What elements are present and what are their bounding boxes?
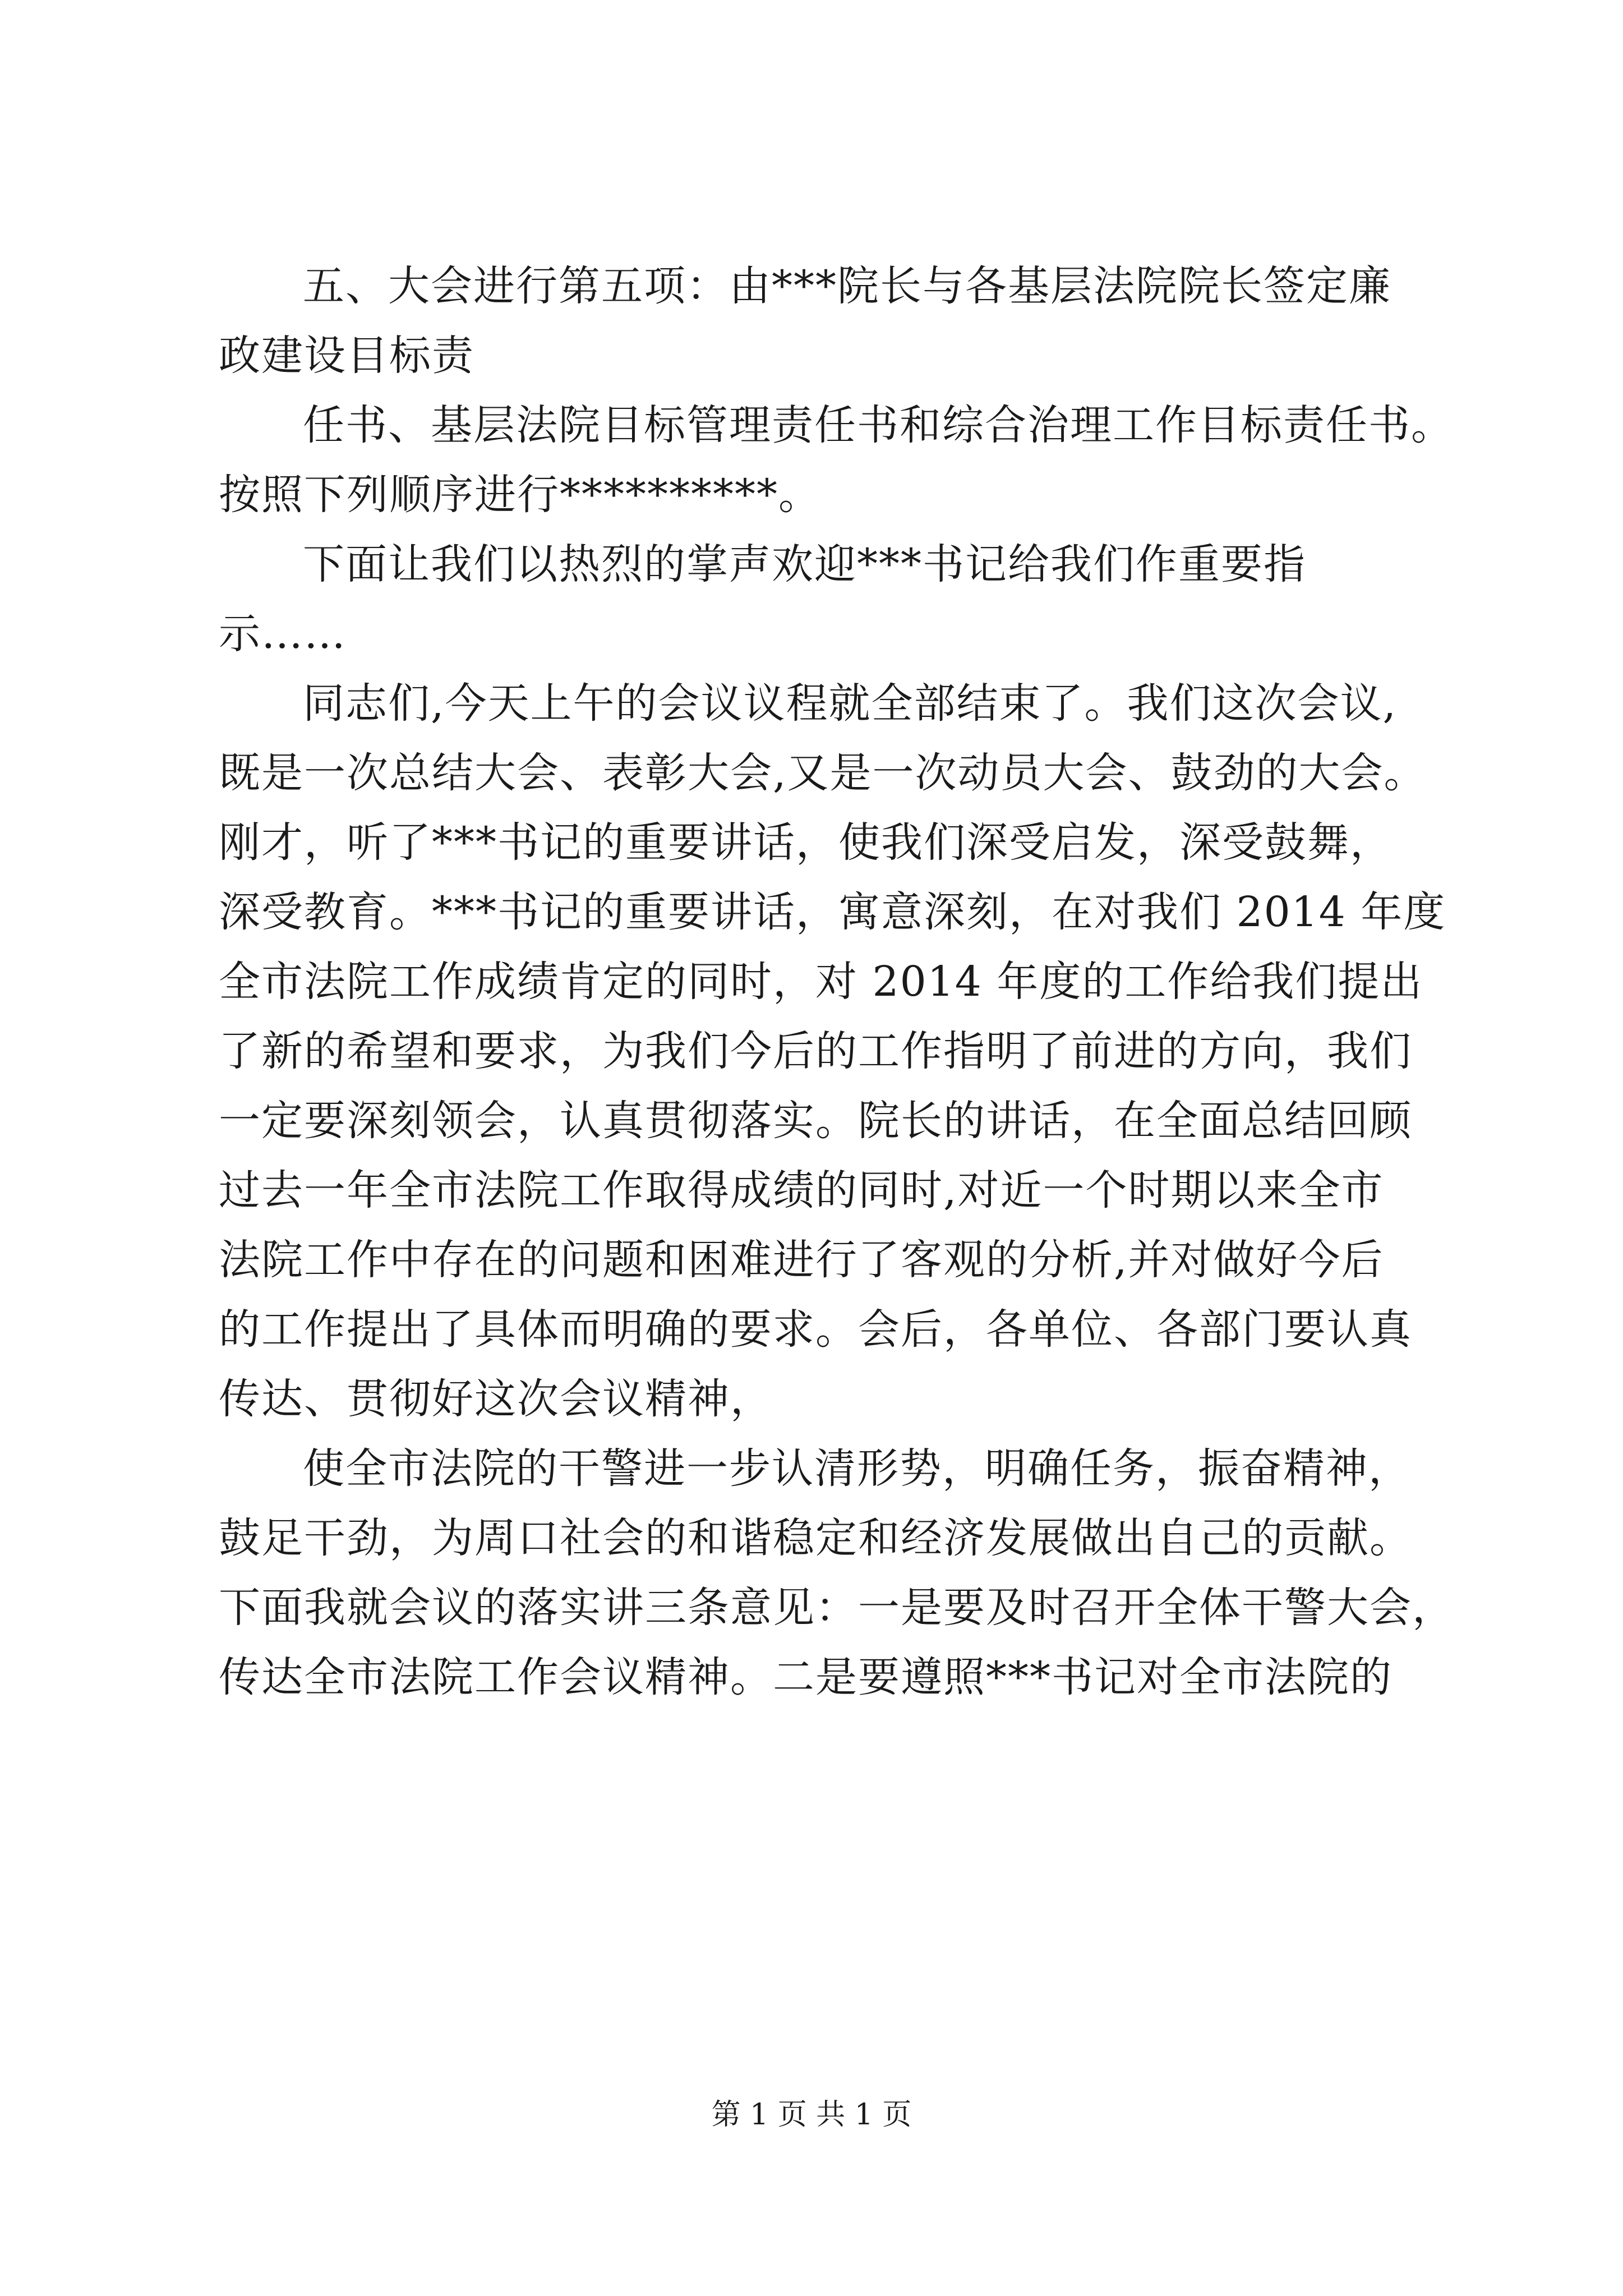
text-line: 政建设目标责	[219, 332, 474, 380]
text-line: 示……	[219, 610, 347, 658]
text-line: 传达全市法院工作会议精神。二是要遵照***书记对全市法院的	[219, 1653, 1393, 1701]
text-line: 法院工作中存在的问题和困难进行了客观的分析,并对做好今后	[219, 1236, 1384, 1284]
page-footer	[0, 2095, 1623, 2134]
text-line: 下面让我们以热烈的掌声欢迎***书记给我们作重要指	[303, 540, 1306, 588]
text-line: 同志们,今天上午的会议议程就全部结束了。我们这次会议,	[303, 679, 1398, 728]
text-line: 传达、贯彻好这次会议精神，	[219, 1375, 773, 1423]
text-line: 鼓足干劲，为周口社会的和谐稳定和经济发展做出自己的贡献。	[219, 1514, 1412, 1562]
text-line: 的工作提出了具体而明确的要求。会后，各单位、各部门要认真	[219, 1305, 1412, 1354]
text-line: 一定要深刻领会，认真贯彻落实。院长的讲话，在全面总结回顾	[219, 1097, 1412, 1145]
text-line: 任书、基层法院目标管理责任书和综合治理工作目标责任书。	[303, 401, 1454, 449]
text-line: 既是一次总结大会、表彰大会,又是一次动员大会、鼓劲的大会。	[219, 749, 1427, 797]
text-line: 按照下列顺序进行**********。	[219, 471, 821, 519]
text-line: 刚才，听了***书记的重要讲话，使我们深受启发，深受鼓舞，	[219, 818, 1393, 867]
text-line: 全市法院工作成绩肯定的同时，对 2014 年度的工作给我们提出	[219, 958, 1423, 1006]
text-line: 过去一年全市法院工作取得成绩的同时,对近一个时期以来全市	[219, 1166, 1384, 1214]
text-line: 深受教育。***书记的重要讲话，寓意深刻，在对我们 2014 年度	[219, 888, 1446, 936]
text-line: 使全市法院的干警进一步认清形势，明确任务，振奋精神，	[303, 1444, 1411, 1493]
page-number: 第 1 页 共 1 页	[711, 2098, 912, 2132]
document-body	[219, 251, 1455, 1712]
text-line: 下面我就会议的落实讲三条意见：一是要及时召开全体干警大会，	[219, 1584, 1455, 1632]
text-line: 了新的希望和要求，为我们今后的工作指明了前进的方向，我们	[219, 1027, 1412, 1075]
text-line: 五、大会进行第五项：由***院长与各基层法院院长签定廉	[303, 262, 1391, 310]
